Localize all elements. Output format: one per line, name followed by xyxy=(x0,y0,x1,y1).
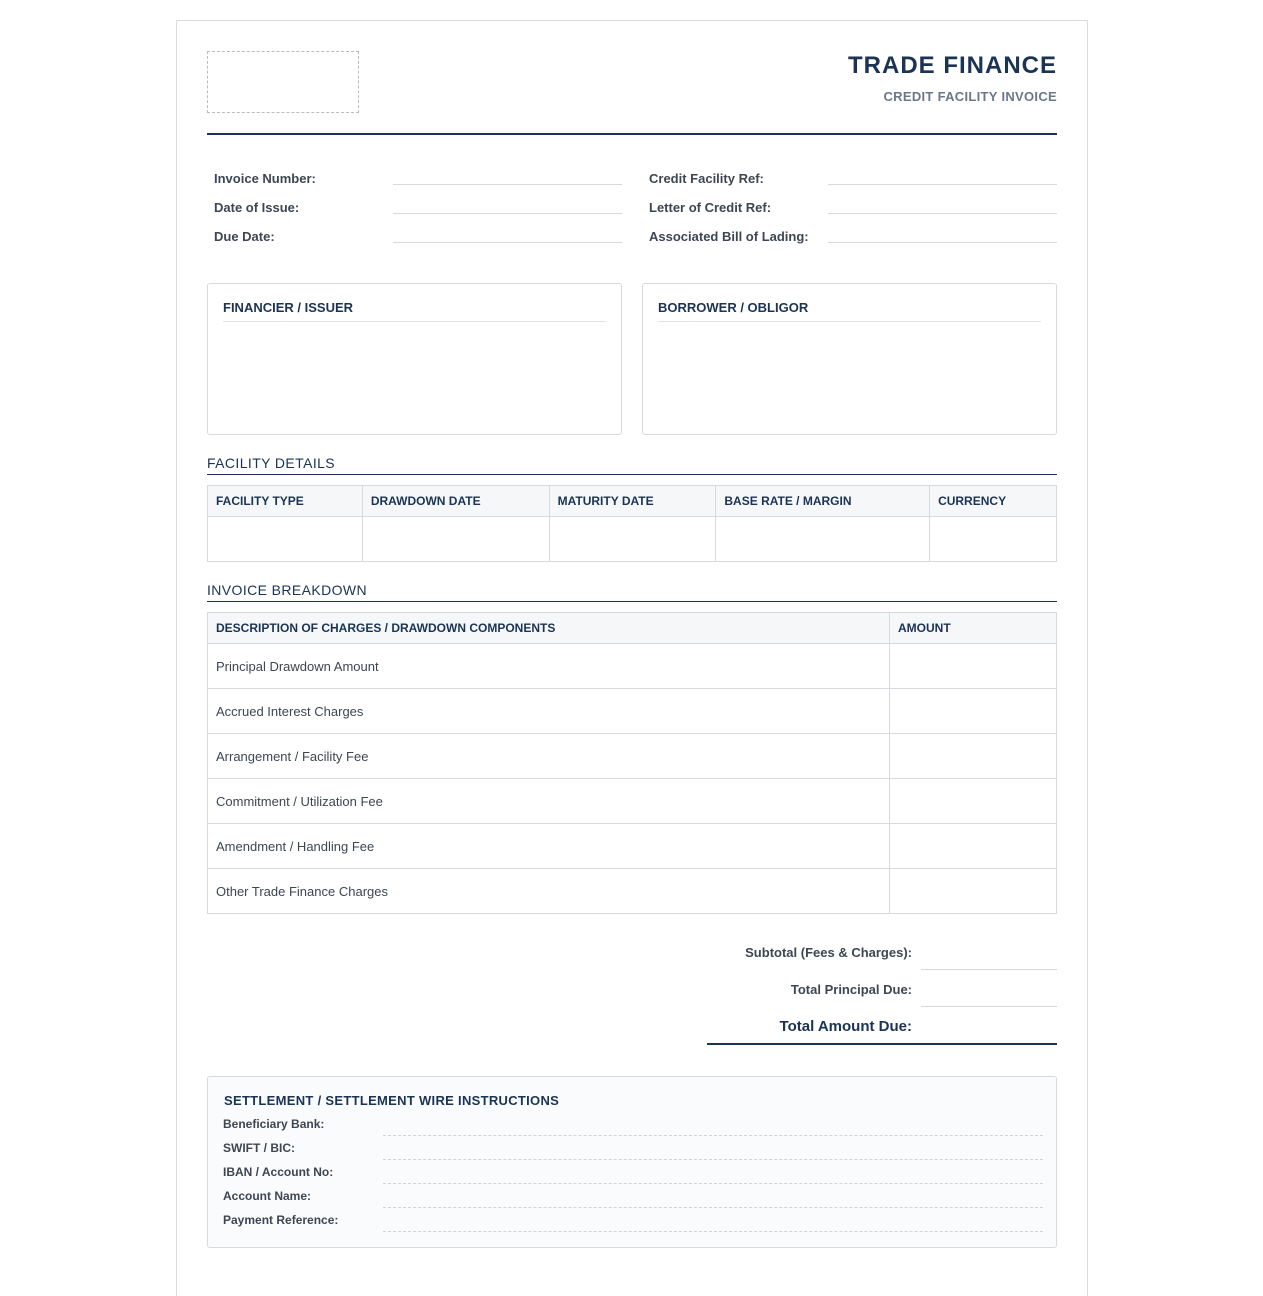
document-title: TRADE FINANCE xyxy=(848,52,1057,79)
table-row xyxy=(208,824,1057,869)
subtotal-label: Subtotal (Fees & Charges): xyxy=(745,945,912,960)
table-row xyxy=(208,779,1057,824)
borrower-box[interactable] xyxy=(642,283,1057,435)
field-label: Letter of Credit Ref: xyxy=(649,200,772,215)
table-row xyxy=(208,517,1057,562)
iban-account-field[interactable] xyxy=(223,1162,1043,1186)
table-row xyxy=(208,734,1057,779)
field-label: Account Name: xyxy=(223,1189,312,1203)
financier-title: FINANCIER / ISSUER xyxy=(223,300,606,322)
settlement-box xyxy=(207,1076,1057,1248)
column-header: FACILITY TYPE xyxy=(208,486,363,517)
base-rate-margin-cell[interactable] xyxy=(716,517,930,562)
facility-details-heading: FACILITY DETAILS xyxy=(207,455,1057,475)
amount-cell[interactable] xyxy=(890,644,1057,689)
credit-facility-ref-field[interactable] xyxy=(642,161,1057,190)
field-label: Date of Issue: xyxy=(214,200,300,215)
grand-total-rule xyxy=(707,1043,1057,1045)
invoice-breakdown-heading: INVOICE BREAKDOWN xyxy=(207,582,1057,602)
table-header-row xyxy=(208,486,1057,517)
charge-description: Amendment / Handling Fee xyxy=(208,824,890,869)
settlement-title: SETTLEMENT / SETTLEMENT WIRE INSTRUCTIONS xyxy=(224,1093,560,1108)
charge-description: Arrangement / Facility Fee xyxy=(208,734,890,779)
currency-cell[interactable] xyxy=(930,517,1057,562)
charge-description: Other Trade Finance Charges xyxy=(208,869,890,914)
amount-cell[interactable] xyxy=(890,779,1057,824)
column-header: DRAWDOWN DATE xyxy=(362,486,549,517)
field-label: Payment Reference: xyxy=(223,1213,339,1227)
swift-bic-field[interactable] xyxy=(223,1138,1043,1162)
charge-description: Commitment / Utilization Fee xyxy=(208,779,890,824)
input-line[interactable] xyxy=(383,1207,1043,1208)
input-line[interactable] xyxy=(383,1183,1043,1184)
principal-row[interactable] xyxy=(707,976,1057,1013)
amount-cell[interactable] xyxy=(890,689,1057,734)
principal-line[interactable] xyxy=(921,1006,1057,1007)
column-header: AMOUNT xyxy=(890,613,1057,644)
input-line[interactable] xyxy=(828,213,1057,214)
amount-cell[interactable] xyxy=(890,824,1057,869)
amount-cell[interactable] xyxy=(890,869,1057,914)
grand-total-label: Total Amount Due: xyxy=(779,1018,912,1035)
table-row xyxy=(208,689,1057,734)
facility-table xyxy=(207,485,1057,562)
settlement-fields xyxy=(223,1114,1043,1234)
field-label: Beneficiary Bank: xyxy=(223,1117,325,1131)
financier-box[interactable] xyxy=(207,283,622,435)
account-name-field[interactable] xyxy=(223,1186,1043,1210)
breakdown-table xyxy=(207,612,1057,914)
input-line[interactable] xyxy=(393,213,622,214)
meta-column-left xyxy=(207,161,622,248)
totals-block xyxy=(707,939,1057,1050)
beneficiary-bank-field[interactable] xyxy=(223,1114,1043,1138)
document-subtitle: CREDIT FACILITY INVOICE xyxy=(883,89,1057,104)
due-date-field[interactable] xyxy=(207,219,622,248)
date-of-issue-field[interactable] xyxy=(207,190,622,219)
column-header: MATURITY DATE xyxy=(549,486,716,517)
column-header: CURRENCY xyxy=(930,486,1057,517)
table-row xyxy=(208,644,1057,689)
bill-of-lading-field[interactable] xyxy=(642,219,1057,248)
charge-description: Principal Drawdown Amount xyxy=(208,644,890,689)
amount-cell[interactable] xyxy=(890,734,1057,779)
subtotal-row[interactable] xyxy=(707,939,1057,976)
invoice-page xyxy=(176,20,1088,1296)
table-header-row xyxy=(208,613,1057,644)
meta-column-right xyxy=(642,161,1057,248)
field-label: Associated Bill of Lading: xyxy=(649,229,809,244)
field-label: Invoice Number: xyxy=(214,171,316,186)
column-header: BASE RATE / MARGIN xyxy=(716,486,930,517)
principal-label: Total Principal Due: xyxy=(790,982,912,997)
table-row xyxy=(208,869,1057,914)
maturity-date-cell[interactable] xyxy=(549,517,716,562)
field-label: IBAN / Account No: xyxy=(223,1165,334,1179)
letter-of-credit-ref-field[interactable] xyxy=(642,190,1057,219)
field-label: SWIFT / BIC: xyxy=(223,1141,295,1155)
input-line[interactable] xyxy=(383,1159,1043,1160)
input-line[interactable] xyxy=(393,242,622,243)
borrower-title: BORROWER / OBLIGOR xyxy=(658,300,1041,322)
column-header: DESCRIPTION OF CHARGES / DRAWDOWN COMPONENTS xyxy=(208,613,890,644)
title-block xyxy=(848,52,1057,104)
input-line[interactable] xyxy=(383,1135,1043,1136)
input-line[interactable] xyxy=(828,242,1057,243)
input-line[interactable] xyxy=(383,1231,1043,1232)
logo-placeholder[interactable] xyxy=(207,51,359,113)
field-label: Due Date: xyxy=(214,229,275,244)
drawdown-date-cell[interactable] xyxy=(362,517,549,562)
charge-description: Accrued Interest Charges xyxy=(208,689,890,734)
header-divider xyxy=(207,133,1057,135)
invoice-number-field[interactable] xyxy=(207,161,622,190)
payment-reference-field[interactable] xyxy=(223,1210,1043,1234)
field-label: Credit Facility Ref: xyxy=(649,171,764,186)
subtotal-line[interactable] xyxy=(921,969,1057,970)
input-line[interactable] xyxy=(393,184,622,185)
input-line[interactable] xyxy=(828,184,1057,185)
facility-type-cell[interactable] xyxy=(208,517,363,562)
